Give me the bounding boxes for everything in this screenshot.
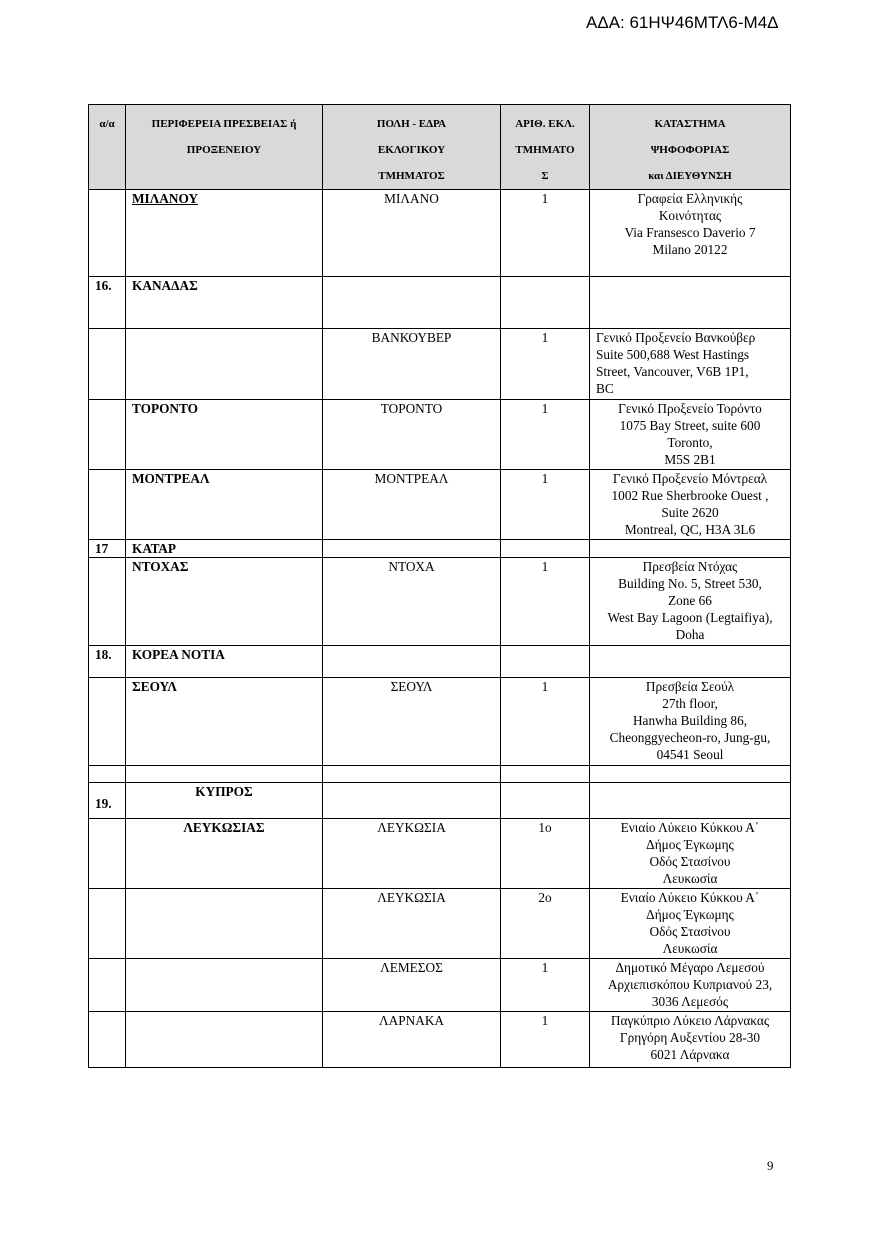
city-cell: ΜΟΝΤΡΕΑΛ	[323, 470, 501, 540]
header-count: ΑΡΙΘ. ΕΚΛ. ΤΜΗΜΑΤΟ Σ	[501, 105, 590, 190]
city-cell: ΣΕΟΥΛ	[323, 678, 501, 766]
row-number	[89, 678, 126, 766]
region-cell: ΤΟΡΟΝΤΟ	[126, 400, 323, 470]
address-cell: Γενικό Προξενείο Τορόντο 1075 Bay Street, suite 600 Toronto, M5S 2B1	[590, 400, 791, 470]
address-cell: Πρεσβεία Σεούλ 27th floor, Hanwha Building 86, Cheonggyecheon-ro, Jung-gu, 04541 Seoul	[590, 678, 791, 766]
region-cell: ΜΟΝΤΡΕΑΛ	[126, 470, 323, 540]
region-cell: ΣΕΟΥΛ	[126, 678, 323, 766]
count-cell: 1	[501, 190, 590, 277]
document-ada-code: ΑΔΑ: 61ΗΨ46ΜΤΛ6-Μ4Δ	[586, 13, 779, 32]
table-row	[89, 819, 791, 889]
row-number	[89, 558, 126, 646]
table-row	[89, 470, 791, 540]
city-cell	[323, 646, 501, 678]
header-region: ΠΕΡΙΦΕΡΕΙΑ ΠΡΕΣΒΕΙΑΣ ή ΠΡΟΞΕΝΕΙΟΥ	[126, 105, 323, 190]
address-cell: Ενιαίο Λύκειο Κύκκου Α΄ Δήμος Έγκωμης Οδός Στασίνου Λευκωσία	[590, 819, 791, 889]
region-cell: ΚΑΤΑΡ	[126, 540, 323, 558]
table-row	[89, 558, 791, 646]
count-cell: 1	[501, 558, 590, 646]
city-cell	[323, 766, 501, 783]
count-cell: 1	[501, 329, 590, 400]
city-cell: ΜΙΛΑΝΟ	[323, 190, 501, 277]
region-cell	[126, 959, 323, 1012]
header-aa: α/α	[89, 105, 126, 190]
region-cell: ΛΕΥΚΩΣΙΑΣ	[126, 819, 323, 889]
count-cell	[501, 540, 590, 558]
count-cell: 1	[501, 400, 590, 470]
address-cell	[590, 540, 791, 558]
address-cell: Γραφεία Ελληνικής Κοινότητας Via Fransesco Daverio 7 Milano 20122	[590, 190, 791, 277]
count-cell: 1	[501, 678, 590, 766]
count-cell: 1ο	[501, 819, 590, 889]
city-cell: ΛΕΜΕΣΟΣ	[323, 959, 501, 1012]
table-row	[89, 190, 791, 277]
table-row	[89, 400, 791, 470]
region-cell	[126, 1012, 323, 1068]
city-cell: ΒΑΝΚΟΥΒΕΡ	[323, 329, 501, 400]
region-cell: ΚΟΡΕΑ ΝΟΤΙΑ	[126, 646, 323, 678]
region-cell	[126, 329, 323, 400]
row-number	[89, 1012, 126, 1068]
row-number: 17	[89, 540, 126, 558]
count-cell: 1	[501, 959, 590, 1012]
row-number	[89, 190, 126, 277]
table-row	[89, 1012, 791, 1068]
table-row	[89, 959, 791, 1012]
table-row	[89, 646, 791, 678]
table-header-row	[89, 105, 791, 190]
count-cell: 1	[501, 470, 590, 540]
row-number: 18.	[89, 646, 126, 678]
address-cell: Δημοτικό Μέγαρο Λεμεσού Αρχιεπισκόπου Κυπριανού 23, 3036 Λεμεσός	[590, 959, 791, 1012]
address-cell	[590, 783, 791, 819]
region-cell	[126, 766, 323, 783]
address-cell: Παγκύπριο Λύκειο Λάρνακας Γρηγόρη Αυξεντίου 28-30 6021 Λάρνακα	[590, 1012, 791, 1068]
row-number	[89, 400, 126, 470]
region-cell: ΚΥΠΡΟΣ	[126, 783, 323, 819]
row-number	[89, 889, 126, 959]
region-cell	[126, 889, 323, 959]
address-cell	[590, 277, 791, 329]
address-cell: Πρεσβεία Ντόχας Building No. 5, Street 530, Zone 66 West Bay Lagoon (Legtaifiya), Doha	[590, 558, 791, 646]
row-number	[89, 766, 126, 783]
count-cell	[501, 277, 590, 329]
polling-stations-table	[88, 104, 791, 1068]
region-cell: ΝΤΟΧΑΣ	[126, 558, 323, 646]
city-cell: ΝΤΟΧΑ	[323, 558, 501, 646]
city-cell	[323, 783, 501, 819]
count-cell	[501, 646, 590, 678]
count-cell	[501, 766, 590, 783]
address-cell: Γενικό Προξενείο Μόντρεαλ 1002 Rue Sherbrooke Ouest , Suite 2620 Montreal, QC, H3A 3L6	[590, 470, 791, 540]
table-row	[89, 329, 791, 400]
row-number: 16.	[89, 277, 126, 329]
row-number	[89, 329, 126, 400]
table-row	[89, 783, 791, 819]
row-number: 19.	[89, 783, 126, 819]
table-row	[89, 889, 791, 959]
table-row	[89, 766, 791, 783]
row-number	[89, 819, 126, 889]
row-number	[89, 959, 126, 1012]
address-cell: Γενικό Προξενείο Βανκούβερ Suite 500,688 West Hastings Street, Vancouver, V6B 1P1, BC	[590, 329, 791, 400]
count-cell	[501, 783, 590, 819]
city-cell: ΛΕΥΚΩΣΙΑ	[323, 889, 501, 959]
city-cell: ΛΑΡΝΑΚΑ	[323, 1012, 501, 1068]
address-cell: Ενιαίο Λύκειο Κύκκου Α΄ Δήμος Έγκωμης Οδός Στασίνου Λευκωσία	[590, 889, 791, 959]
city-cell	[323, 540, 501, 558]
region-cell: ΚΑΝΑΔΑΣ	[126, 277, 323, 329]
table-row	[89, 540, 791, 558]
header-city: ΠΟΛΗ - ΕΔΡΑ ΕΚΛΟΓΙΚΟΥ ΤΜΗΜΑΤΟΣ	[323, 105, 501, 190]
address-cell	[590, 766, 791, 783]
city-cell	[323, 277, 501, 329]
city-cell: ΤΟΡΟΝΤΟ	[323, 400, 501, 470]
row-number	[89, 470, 126, 540]
header-store: ΚΑΤΑΣΤΗΜΑ ΨΗΦΟΦΟΡΙΑΣ και ΔΙΕΥΘΥΝΣΗ	[590, 105, 791, 190]
table-row	[89, 277, 791, 329]
count-cell: 2ο	[501, 889, 590, 959]
address-cell	[590, 646, 791, 678]
region-cell: ΜΙΛΑΝΟΥ	[126, 190, 323, 277]
city-cell: ΛΕΥΚΩΣΙΑ	[323, 819, 501, 889]
table-row	[89, 678, 791, 766]
count-cell: 1	[501, 1012, 590, 1068]
page-number: 9	[767, 1158, 774, 1173]
